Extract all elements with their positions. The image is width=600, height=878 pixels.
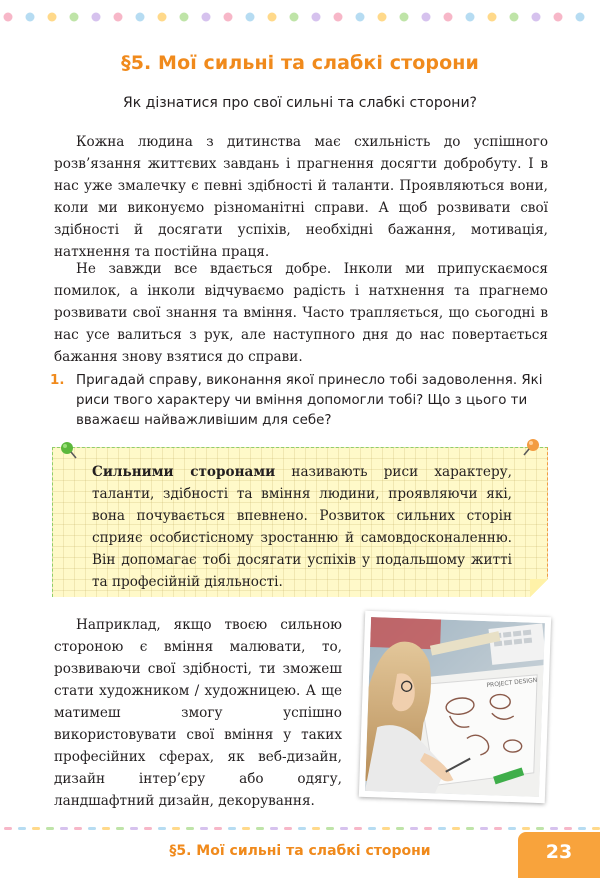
- definition-text: [92, 461, 512, 593]
- decor-dot: [356, 13, 365, 22]
- decor-dot: [466, 13, 475, 22]
- decor-dash: [102, 827, 110, 830]
- decor-dash: [494, 827, 502, 830]
- decor-dot: [92, 13, 101, 22]
- definition-body: називають риси характеру, таланти, здібності та вміння людини, проявляючи які, вона почувається впевнено. Розвиток сильних сторін сприяє особистісному зростанню й самовдосконаленню. Він допомагає тобі досягати успіхів у подальшому житті та професійній діяльності.: [92, 464, 512, 590]
- decor-dash: [214, 827, 222, 830]
- decor-dash: [424, 827, 432, 830]
- decor-dot: [202, 13, 211, 22]
- decor-dot: [246, 13, 255, 22]
- page-title: §5. Мої сильні та слабкі сторони: [121, 52, 479, 74]
- decor-dash: [200, 827, 208, 830]
- decor-dot: [158, 13, 167, 22]
- section-subtitle: Як дізнатися про свої сильні та слабкі сторони?: [123, 95, 477, 111]
- definition-term: Сильними сторонами: [92, 464, 276, 480]
- decor-dot: [290, 13, 299, 22]
- top-dot-border: [0, 10, 600, 24]
- decor-dash: [396, 827, 404, 830]
- page-number: 23: [518, 832, 600, 878]
- decor-dash: [88, 827, 96, 830]
- footer-title: §5. Мої сильні та слабкі сторони: [169, 843, 431, 859]
- decor-dot: [444, 13, 453, 22]
- decor-dash: [270, 827, 278, 830]
- decor-dash: [438, 827, 446, 830]
- dash-row-bottom: [0, 822, 600, 836]
- decor-dot: [312, 13, 321, 22]
- bottom-dash-border: [0, 822, 600, 836]
- decor-dash: [522, 827, 530, 830]
- decor-dash: [116, 827, 124, 830]
- decor-dash: [158, 827, 166, 830]
- decor-dash: [256, 827, 264, 830]
- decor-dot: [488, 13, 497, 22]
- decor-dash: [284, 827, 292, 830]
- decor-dot: [334, 13, 343, 22]
- decor-dash: [242, 827, 250, 830]
- task-text: Пригадай справу, виконання якої принесло тобі задоволення. Які риси твого характеру чи вміння допомогли тобі? Що з цього ти вважаєш найважливішим для себе?: [76, 373, 543, 428]
- paragraph-3-text: Наприклад, якщо твоєю сильною стороною є вміння малювати, то, розвиваючи свої здібності, ти зможеш стати художником / художницею. А ще матимеш змогу успішно використовувати свої вміння у таких професійних сферах, як веб-дизайн, дизайн інтер’єру або одягу, ландшафтний дизайн, декорування.: [54, 617, 342, 809]
- decor-dot: [532, 13, 541, 22]
- decor-dash: [326, 827, 334, 830]
- decor-dash: [18, 827, 26, 830]
- decor-dash: [410, 827, 418, 830]
- decor-dash: [480, 827, 488, 830]
- decor-dash: [508, 827, 516, 830]
- decor-dash: [536, 827, 544, 830]
- green-pin-icon: [58, 440, 78, 460]
- decor-dot: [378, 13, 387, 22]
- decor-dash: [60, 827, 68, 830]
- paragraph-2-text: Не завжди все вдається добре. Інколи ми припускаємося помилок, а інколи відчуваємо радість і натхнення та прагнемо розвивати свої знання та вміння. Часто трапляється, що сьогодні в нас усе валиться з рук, але наступного дня до нас повертається бажання знову взятися до справи.: [54, 261, 548, 365]
- sketch-label: PROJECT DESIGN: [486, 676, 538, 690]
- decor-dot: [70, 13, 79, 22]
- paragraph-1-text: Кожна людина з дитинства має схильність до успішного розв’язання життєвих завдань і прагнення досягти добробуту. І в нас уже змалечку є певні здібності й таланти. Проявляються вони, коли ми виконуємо різноманітні справи. А щоб розвивати свої здібності й досягати успіхів, необхідні бажання, мотивація, натхнення та постійна праця.: [54, 134, 548, 260]
- decor-dash: [564, 827, 572, 830]
- decor-dash: [130, 827, 138, 830]
- decor-dash: [452, 827, 460, 830]
- decor-dash: [382, 827, 390, 830]
- decor-dash: [578, 827, 586, 830]
- decor-dash: [466, 827, 474, 830]
- decor-dash: [172, 827, 180, 830]
- decor-dash: [312, 827, 320, 830]
- decor-dash: [186, 827, 194, 830]
- decor-dash: [32, 827, 40, 830]
- decor-dot: [576, 13, 585, 22]
- orange-pin-icon: [522, 437, 542, 457]
- decor-dot: [510, 13, 519, 22]
- task-number: 1.: [50, 373, 65, 388]
- decor-dot: [422, 13, 431, 22]
- photo-designer-drawing: [359, 611, 551, 803]
- decor-dash: [354, 827, 362, 830]
- decor-dash: [368, 827, 376, 830]
- decor-dash: [592, 827, 600, 830]
- decor-dot: [180, 13, 189, 22]
- decor-dot: [48, 13, 57, 22]
- decor-dash: [228, 827, 236, 830]
- paragraph-3: [54, 614, 342, 812]
- note-page-fold: [530, 579, 548, 597]
- decor-dot: [114, 13, 123, 22]
- paragraph-1: [54, 131, 548, 263]
- photo-illustration: [365, 617, 545, 797]
- decor-dash: [550, 827, 558, 830]
- decor-dash: [298, 827, 306, 830]
- decor-dash: [46, 827, 54, 830]
- decor-dash: [74, 827, 82, 830]
- decor-dot: [26, 13, 35, 22]
- decor-dash: [340, 827, 348, 830]
- decor-dash: [4, 827, 12, 830]
- decor-dot: [268, 13, 277, 22]
- decor-dash: [144, 827, 152, 830]
- decor-dot: [224, 13, 233, 22]
- decor-dot: [554, 13, 563, 22]
- dot-row-top: [0, 10, 600, 24]
- decor-dot: [4, 13, 13, 22]
- paragraph-2: [54, 258, 548, 368]
- decor-dot: [400, 13, 409, 22]
- decor-dot: [136, 13, 145, 22]
